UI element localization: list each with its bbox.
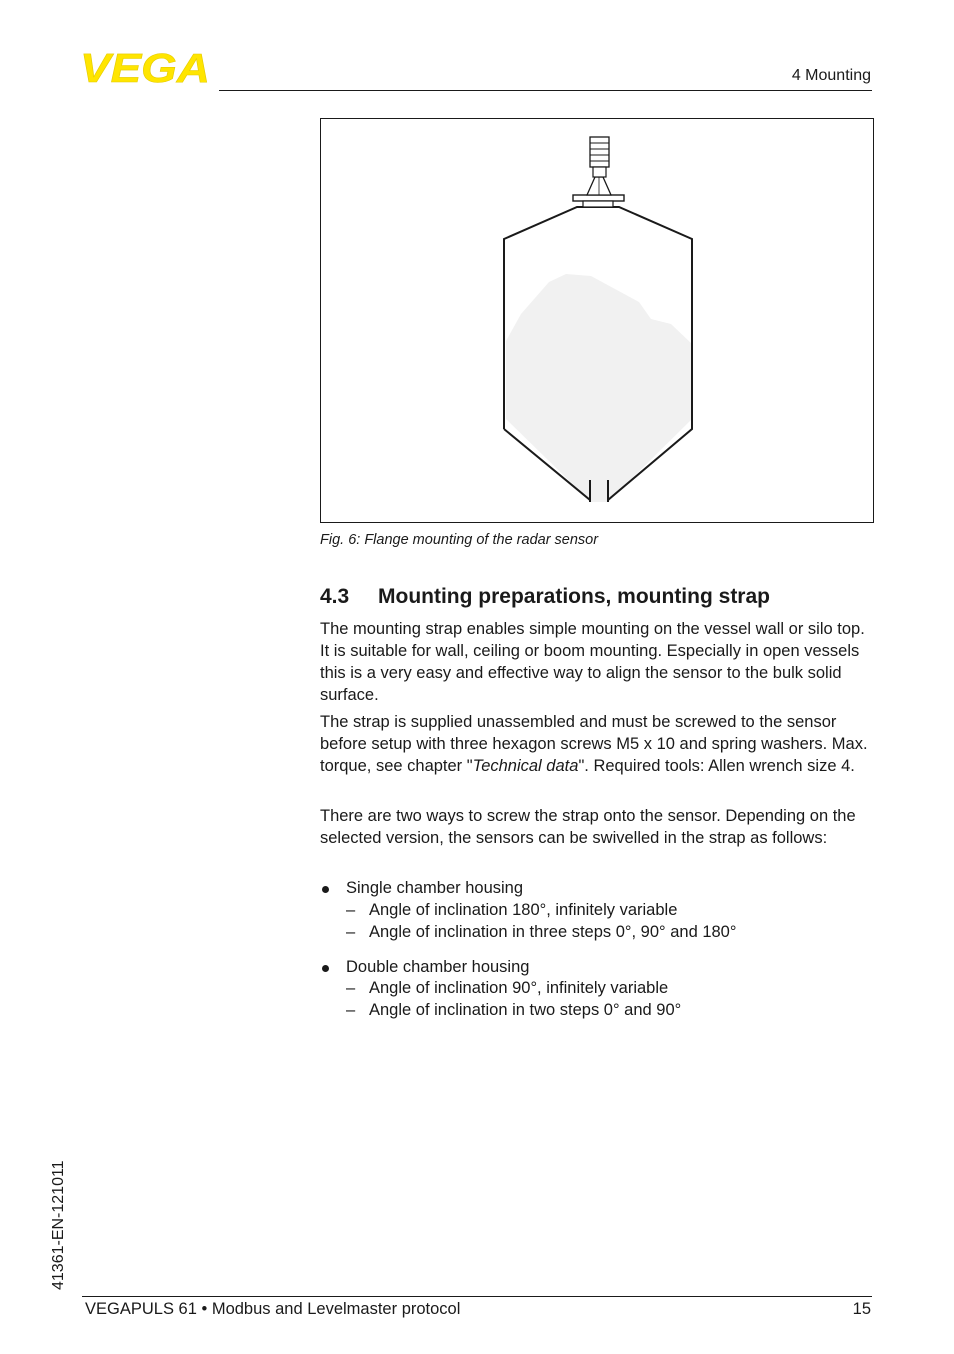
dash-icon: – [346,923,356,941]
bullet-icon [322,886,329,893]
paragraph-strap-assembly [320,711,876,777]
list-subitem [346,921,736,943]
section-title: Mounting preparations, mounting strap [378,585,770,608]
list-subitem-text: Angle of inclination in three steps 0°, 90° and 180° [369,923,737,941]
paragraph-strap-intro: The mounting strap enables simple mounting on the vessel wall or silo top. It is suitable for wall, ceiling or boom mounting. Especially in open vessels this is a very easy and effective way to align the sensor to the bulk solid surface. [320,620,865,704]
paragraph-text: ". Required tools: Allen wrench size 4. [578,757,855,775]
list-item-label: Double chamber housing [346,958,530,976]
dash-icon: – [346,1001,356,1019]
list-subitem [346,899,677,921]
bulk-solid [506,274,692,502]
bullet-icon [322,965,329,972]
paragraph-text: The strap is supplied unassembled and must be screwed to the sensor before setup with three hexagon screws M5 x 10 and spring washers. Max. torque, see chapter " [320,713,868,775]
section-heading [320,585,770,609]
header-divider [219,90,872,91]
list-item-label: Single chamber housing [346,879,524,897]
list-subitem-text: Angle of inclination 90°, infinitely variable [369,979,669,997]
list-subitem-text: Angle of inclination 180°, infinitely variable [369,901,678,919]
logo-text: VEGA [80,50,210,84]
figure-caption: Fig. 6: Flange mounting of the radar sensor [320,532,599,548]
footer-divider [82,1296,872,1297]
list-subitem [346,977,668,999]
document-id: 41361-EN-121011 [50,1160,67,1290]
flange [573,195,624,201]
dash-icon: – [346,901,356,919]
chapter-title: 4 Mounting [791,67,871,84]
footer-title: VEGAPULS 61 • Modbus and Levelmaster protocol [85,1300,461,1318]
list-subitem-text: Angle of inclination in two steps 0° and 90° [369,1001,682,1019]
dash-icon: – [346,979,356,997]
paragraph-swivel-options: There are two ways to screw the strap onto the sensor. Depending on the selected version, the sensors can be swivelled in the strap as follows: [320,807,856,847]
section-number: 4.3 [320,585,350,608]
page-number: 15 [852,1300,871,1318]
list-subitem [346,999,681,1021]
vega-logo [80,50,212,84]
technical-data-reference: Technical data [472,757,579,775]
sensor-housing [590,137,609,167]
vessel-illustration [321,119,875,524]
figure-frame [320,118,874,523]
